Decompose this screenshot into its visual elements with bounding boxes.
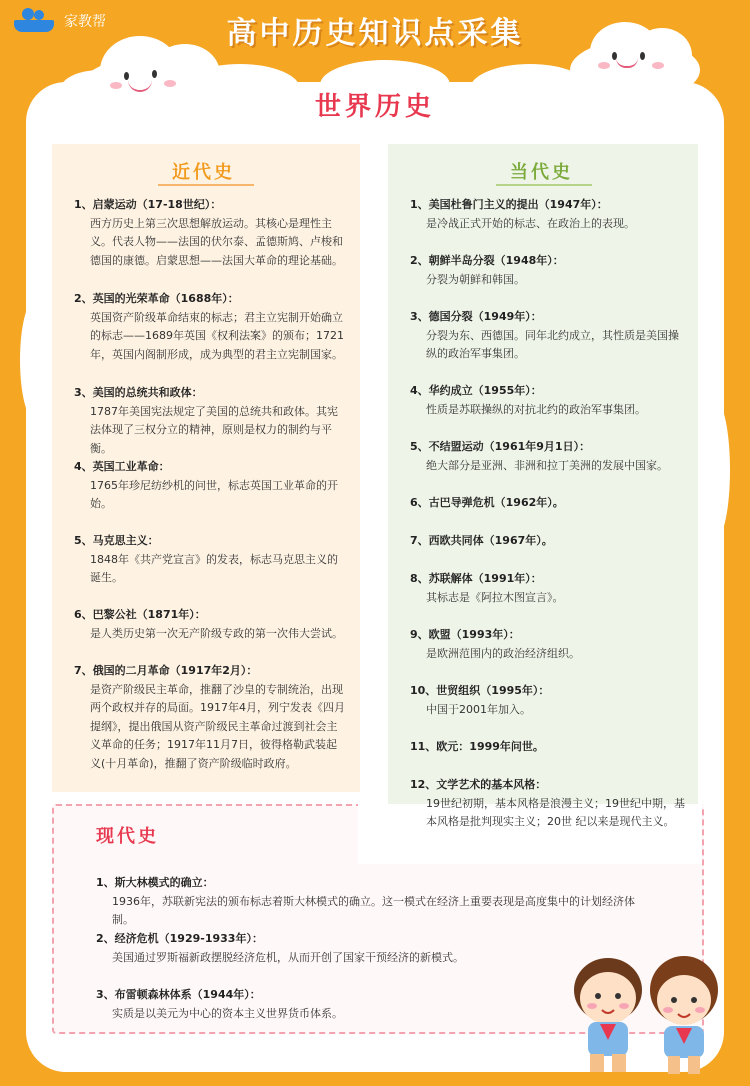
item-body: 1848年《共产党宣言》的发表，标志马克思主义的诞生。 [90, 552, 338, 584]
item-body: 实质是以美元为中心的资本主义世界货币体系。 [112, 1006, 343, 1020]
list-item [410, 738, 686, 757]
item-body: 美国通过罗斯福新政摆脱经济危机，从而开创了国家干预经济的新模式。 [112, 950, 464, 964]
item-heading: 5、马克思主义： [74, 534, 159, 547]
list-item [74, 458, 346, 514]
list-item [74, 384, 346, 458]
list-item [410, 776, 686, 832]
item-body: 是人类历史第一次无产阶级专政的第一次伟大尝试。 [90, 626, 343, 640]
list-item [410, 570, 686, 607]
list-item [410, 626, 686, 663]
item-body: 1787年美国宪法规定了美国的总统共和政体。其宪法体现了三权分立的精神，原则是权力的制约与平衡。 [90, 404, 338, 455]
list-item [96, 874, 656, 930]
brand-name: 家教帮 [64, 14, 106, 30]
item-heading: 2、朝鲜半岛分裂（1948年）： [410, 254, 564, 267]
item-heading: 6、巴黎公社（1871年）： [74, 608, 206, 621]
present-history-title: 现代史 [96, 826, 159, 847]
title-underline [158, 184, 254, 186]
item-body: 1936年，苏联新宪法的颁布标志着斯大林模式的确立。这一模式在经济上重要表现是高度集中的计划经济体制。 [112, 894, 635, 926]
item-heading: 2、英国的光荣革命（1688年）： [74, 292, 239, 305]
list-item [410, 682, 686, 719]
item-heading: 2、经济危机（1929-1933年）： [96, 932, 263, 945]
contemporary-history-title: 当代史 [510, 162, 573, 183]
item-body: 1765年珍尼纺纱机的问世，标志英国工业革命的开始。 [90, 478, 338, 510]
list-item [410, 494, 686, 513]
list-item [74, 196, 346, 270]
list-item [410, 196, 686, 233]
item-body: 英国资产阶级革命结束的标志；君主立宪制开始确立的标志——1689年英国《权利法案》的颁布；1721年，英国内阁制形成，成为典型的君主立宪制国家。 [90, 310, 344, 361]
item-body: 其标志是《阿拉木图宣言》。 [426, 590, 564, 604]
list-item [410, 438, 686, 475]
item-heading: 12、文学艺术的基本风格： [410, 778, 547, 791]
item-body: 19世纪初期，基本风格是浪漫主义；19世纪中期，基本风格是批判现实主义；20世 纪以来是现代主义。 [426, 796, 685, 828]
item-body: 性质是苏联操纵的对抗北约的政治军事集团。 [426, 402, 646, 416]
item-heading: 11、欧元：1999年问世。 [410, 740, 544, 753]
item-body: 是欧洲范围内的政治经济组织。 [426, 646, 580, 660]
item-body: 中国于2001年加入。 [426, 702, 531, 716]
modern-history-title: 近代史 [172, 162, 235, 183]
item-body: 西方历史上第三次思想解放运动。其核心是理性主义。代表人物——法国的伏尔泰、孟德斯鸠、卢梭和德国的康德。启蒙思想——法国大革命的理论基础。 [90, 216, 343, 267]
item-heading: 4、华约成立（1955年）： [410, 384, 542, 397]
item-heading: 1、斯大林模式的确立： [96, 876, 214, 889]
item-heading: 8、苏联解体（1991年）： [410, 572, 542, 585]
children-illustration [560, 940, 730, 1080]
item-heading: 5、不结盟运动（1961年9月1日）： [410, 440, 591, 453]
list-item [410, 532, 686, 551]
item-body: 是资产阶级民主革命，推翻了沙皇的专制统治，出现两个政权并存的局面。1917年4月，列宁发表《四月提纲》，提出俄国从资产阶级民主革命过渡到社会主义革命的任务；1917年11月7日，彼得格勒武装起义(十月革命)，推翻了资产阶级临时政府。 [90, 682, 345, 770]
item-heading: 1、启蒙运动（17-18世纪）： [74, 198, 222, 211]
list-item [74, 532, 346, 588]
item-heading: 4、英国工业革命： [74, 460, 170, 473]
list-item [74, 662, 346, 773]
list-item [74, 290, 346, 364]
item-body: 分裂为东、西德国。同年北约成立，其性质是美国操纵的政治军事集团。 [426, 328, 679, 360]
item-heading: 1、美国杜鲁门主义的提出（1947年）： [410, 198, 608, 211]
item-heading: 3、布雷顿森林体系（1944年）： [96, 988, 261, 1001]
item-heading: 10、世贸组织（1995年）： [410, 684, 550, 697]
list-item [410, 382, 686, 419]
item-body: 分裂为朝鲜和韩国。 [426, 272, 525, 286]
item-body: 绝大部分是亚洲、非洲和拉丁美洲的发展中国家。 [426, 458, 668, 472]
list-item [410, 308, 686, 364]
list-item [410, 252, 686, 289]
item-heading: 3、德国分裂（1949年）： [410, 310, 542, 323]
item-heading: 7、西欧共同体（1967年）。 [410, 534, 553, 547]
title-underline [496, 184, 592, 186]
item-heading: 7、俄国的二月革命（1917年2月）： [74, 664, 258, 677]
item-heading: 6、古巴导弹危机（1962年）。 [410, 496, 564, 509]
item-heading: 9、欧盟（1993年）： [410, 628, 520, 641]
page-title: 高中历史知识点采集 [226, 16, 524, 51]
list-item [74, 606, 346, 643]
item-heading: 3、美国的总统共和政体： [74, 386, 203, 399]
section-subtitle: 世界历史 [314, 92, 435, 122]
item-body: 是冷战正式开始的标志、在政治上的表现。 [426, 216, 635, 230]
